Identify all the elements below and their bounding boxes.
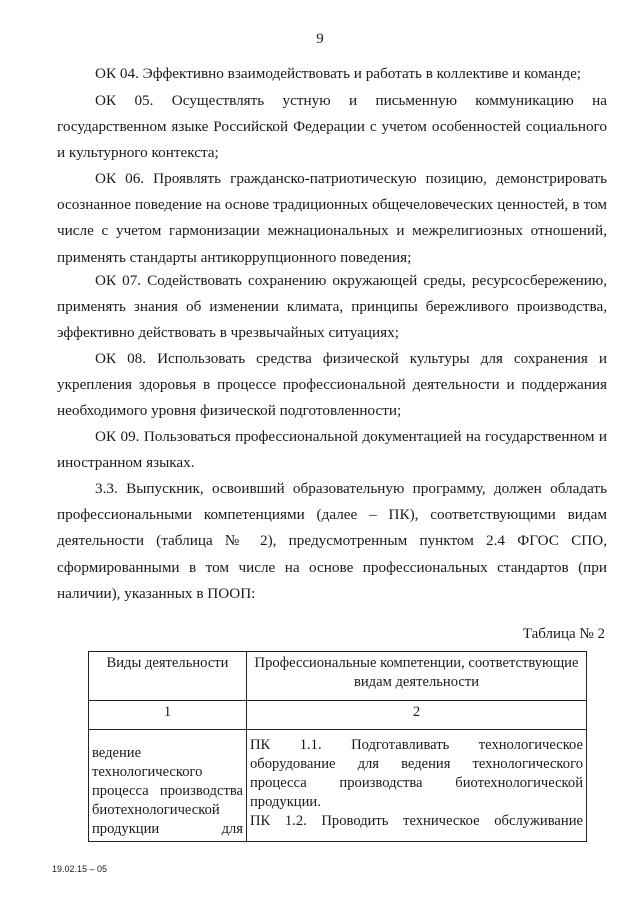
- header-competencies: Профессиональные компетенции, соответствующие видам деятельности: [247, 652, 587, 701]
- paragraph-ok08: ОК 08. Использовать средства физической культуры для сохранения и укрепления здоровья в процессе профессиональной деятельности и поддержания необходимого уровня физической подготовленности;: [57, 350, 607, 420]
- paragraph-3-3: 3.3. Выпускник, освоивший образовательную программу, должен обладать профессиональными компетенциями (далее – ПК), соответствующими видам деятельности (таблица № 2), предусмотренным пунктом 2.4 ФГОС СПО, сформированными в том числе на основе профессиональных стандартов (при наличии), указанных в ПООП:: [57, 480, 607, 602]
- header-activities: Виды деятельности: [89, 652, 247, 701]
- column-number-2: 2: [247, 701, 587, 730]
- competencies-cell: [247, 730, 587, 842]
- footer-code: 19.02.15 – 05: [52, 864, 108, 874]
- paragraph-ok05: ОК 05. Осуществлять устную и письменную коммуникацию на государственном языке Российской Федерации с учетом особенностей социального и культурного контекста;: [57, 92, 607, 162]
- paragraph-ok06: ОК 06. Проявлять гражданско-патриотическую позицию, демонстрировать осознанное поведение на основе традиционных общечеловеческих ценностей, в том числе с учетом гармонизации межнациональных и межрелигиозных отношений, применять стандарты антикоррупционного поведения;: [57, 170, 607, 266]
- competency-pk-1-1: ПК 1.1. Подготавливать технологическое оборудование для ведения технологического процесса производства биотехнологической продукции.: [250, 737, 583, 810]
- table-header-row: [89, 652, 587, 701]
- page-number: 9: [316, 31, 324, 47]
- column-number-1: 1: [89, 701, 247, 730]
- table-caption: Таблица № 2: [522, 626, 605, 642]
- paragraph-ok04: ОК 04. Эффективно взаимодействовать и работать в коллективе и команде;: [95, 65, 582, 82]
- paragraph-ok07: ОК 07. Содействовать сохранению окружающей среды, ресурсосбережению, применять знания об изменении климата, принципы бережливого производства, эффективно действовать в чрезвычайных ситуациях;: [57, 272, 607, 342]
- competency-pk-1-2: ПК 1.2. Проводить техническое обслуживание: [250, 813, 583, 829]
- paragraph-ok09: ОК 09. Пользоваться профессиональной документацией на государственном и иностранном языках.: [57, 428, 607, 472]
- table-column-number-row: [89, 701, 587, 730]
- competencies-table: [88, 651, 587, 842]
- table-row: [89, 730, 587, 842]
- activity-cell: ведение технологического процесса производства биотехнологической продукции для: [89, 730, 247, 842]
